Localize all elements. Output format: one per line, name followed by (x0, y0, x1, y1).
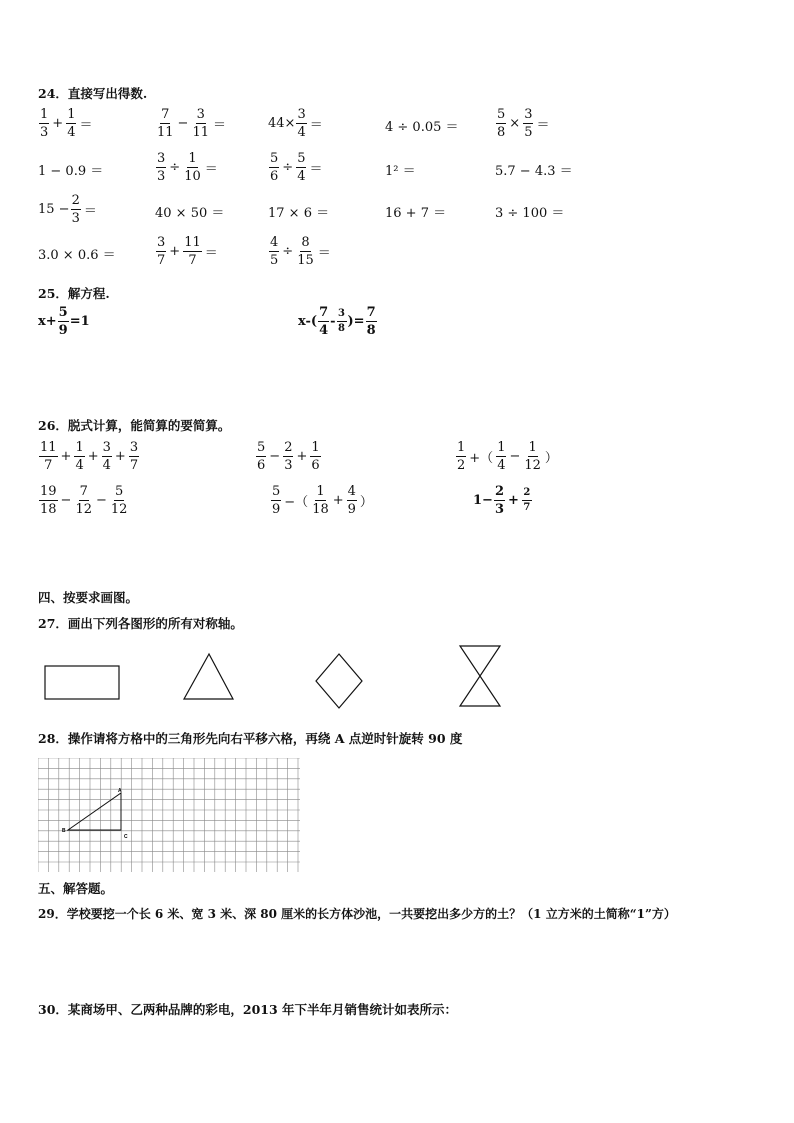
q24-item (495, 160, 573, 179)
denominator: 4 (297, 125, 306, 140)
expr-text: ＝ (536, 118, 550, 133)
denominator: 4 (319, 323, 329, 338)
expr-text: + (169, 244, 181, 259)
denominator: 11 (192, 125, 209, 140)
operator: + (87, 449, 99, 464)
denominator: 10 (184, 169, 201, 184)
q24-item (155, 202, 224, 221)
expr-text: ＝ (204, 246, 218, 261)
expr-text: 1² ＝ (385, 164, 416, 179)
denominator: 5 (270, 253, 279, 268)
hourglass-shape (460, 646, 500, 706)
denominator: 6 (270, 169, 279, 184)
denominator: 3 (40, 125, 49, 140)
eq-text: x-( (298, 314, 318, 329)
expr-text: ÷ (169, 160, 181, 175)
q26-expr-1 (38, 441, 140, 472)
numerator: 7 (366, 305, 376, 320)
numerator: 1 (40, 107, 49, 122)
expr-text: 5.7 − 4.3 ＝ (495, 164, 573, 179)
expr-text: 15 − (38, 202, 70, 217)
denominator: 12 (110, 502, 128, 517)
numerator: 5 (58, 305, 68, 320)
q26-expr-6 (473, 485, 533, 516)
denominator: 8 (497, 125, 506, 140)
section-4-title: 四、按要求画图。 (38, 590, 139, 605)
denominator: 12 (524, 458, 541, 473)
q24-item (155, 236, 220, 267)
q26-expr-5 (270, 485, 375, 516)
denominator: 7 (523, 502, 531, 513)
q24-item (38, 108, 94, 139)
q24-item (385, 116, 459, 135)
q24-item (155, 152, 220, 183)
numerator: 1 (528, 440, 537, 455)
denominator: 5 (524, 125, 533, 140)
numerator: 2 (284, 440, 293, 455)
expr-text: − (177, 116, 189, 131)
operator: − (60, 493, 72, 508)
denominator: 7 (157, 253, 166, 268)
denominator: 4 (297, 169, 306, 184)
numerator: 1 (311, 440, 320, 455)
denominator: 4 (67, 125, 76, 140)
numerator: 3 (196, 107, 205, 122)
operator: +（ (469, 451, 494, 466)
numerator: 8 (301, 235, 310, 250)
operator: + (296, 449, 308, 464)
q28-title: 28．操作请将方格中的三角形先向右平移六格，再绕 A 点逆时针旋转 90 度 (38, 731, 463, 746)
numerator: 3 (337, 309, 347, 322)
numerator: 19 (40, 484, 57, 499)
operator: + (60, 449, 72, 464)
numerator: 3 (157, 151, 166, 166)
denominator: 9 (347, 502, 356, 517)
q24-item (38, 194, 99, 225)
denominator: 4 (75, 458, 84, 473)
section-5-title: 五、解答题。 (38, 881, 114, 896)
numerator: 5 (257, 440, 266, 455)
denominator: 11 (157, 125, 174, 140)
denominator: 12 (75, 502, 92, 517)
q24-item (268, 152, 324, 183)
operator: − (269, 449, 281, 464)
denominator: 8 (366, 323, 376, 338)
q24-item (155, 108, 228, 139)
numerator: 1 (188, 151, 197, 166)
eq-text: =1 (69, 314, 90, 329)
expr-text: ＝ (213, 118, 227, 133)
denominator: 18 (40, 502, 57, 517)
expr-text: ÷ (282, 244, 294, 259)
expr-text: ＝ (317, 246, 331, 261)
operator: ） (544, 451, 558, 466)
numerator: 2 (522, 488, 532, 501)
q28-grid (38, 758, 300, 872)
eq-text: 1− (473, 493, 493, 508)
triangle-abc (68, 793, 121, 830)
expr-text: ＝ (309, 162, 323, 177)
expr-text: 1 − 0.9 ＝ (38, 164, 104, 179)
expr-text: 17 × 6 ＝ (268, 206, 330, 221)
point-b-label: B (62, 828, 66, 834)
q26-title: 26．脱式计算，能简算的要简算。 (38, 418, 231, 433)
expr-text: ＝ (83, 204, 97, 219)
denominator: 7 (188, 253, 197, 268)
q24-item (38, 160, 103, 179)
numerator: 3 (157, 235, 166, 250)
q24-item (385, 202, 446, 221)
denominator: 6 (311, 458, 320, 473)
eq-text: )= (347, 314, 365, 329)
numerator: 1 (75, 440, 84, 455)
q24-item (268, 236, 333, 267)
numerator: 3 (102, 440, 111, 455)
q27-shapes (0, 640, 794, 720)
q27-title: 27．画出下列各图形的所有对称轴。 (38, 616, 243, 631)
triangle-shape (184, 654, 233, 699)
operator: −（ (284, 495, 309, 510)
denominator: 3 (157, 169, 166, 184)
denominator: 7 (44, 458, 53, 473)
q25-equation-2 (298, 306, 378, 337)
expr-text: 44× (268, 116, 296, 131)
expr-text: + (52, 116, 64, 131)
numerator: 11 (40, 440, 57, 455)
denominator: 9 (58, 323, 68, 338)
numerator: 2 (494, 484, 504, 499)
denominator: 18 (312, 502, 329, 517)
expr-text: 4 ÷ 0.05 ＝ (385, 120, 459, 135)
denominator: 7 (129, 458, 139, 473)
expr-text: ÷ (282, 160, 294, 175)
expr-text: ＝ (79, 118, 93, 133)
expr-text: ＝ (204, 162, 218, 177)
point-c-label: C (124, 834, 128, 840)
denominator: 4 (102, 458, 111, 473)
numerator: 5 (497, 107, 506, 122)
operator: + (114, 449, 126, 464)
rectangle-shape (45, 666, 119, 699)
eq-text: - (330, 314, 336, 329)
expr-text: × (509, 116, 521, 131)
numerator: 1 (497, 440, 506, 455)
operator: + (508, 493, 519, 508)
q24-item (385, 160, 416, 179)
numerator: 3 (297, 107, 306, 122)
q26-expr-2 (255, 441, 322, 472)
expr-text: 3.0 × 0.6 ＝ (38, 248, 116, 263)
denominator: 9 (272, 502, 281, 517)
numerator: 7 (161, 107, 170, 122)
q25-title: 25．解方程. (38, 286, 110, 301)
q24-item (268, 202, 329, 221)
numerator: 5 (297, 151, 306, 166)
q24-item (268, 108, 325, 139)
numerator: 2 (71, 193, 80, 208)
q29-title: 29．学校要挖一个长 6 米、宽 3 米、深 80 厘米的长方体沙池，一共要挖出多少方的土？（1 立方米的土简称“1”方） (38, 907, 676, 921)
operator: ） (359, 495, 373, 510)
operator: − (509, 449, 521, 464)
numerator: 1 (316, 484, 325, 499)
q24-title: 24．直接写出得数. (38, 86, 148, 101)
expr-text: 40 × 50 ＝ (155, 206, 225, 221)
q26-expr-4 (38, 485, 129, 516)
q26-expr-3 (455, 441, 560, 472)
denominator: 6 (257, 458, 266, 473)
operator: + (332, 493, 344, 508)
numerator: 7 (319, 305, 329, 320)
numerator: 4 (347, 484, 356, 499)
q24-item (495, 108, 551, 139)
numerator: 3 (129, 440, 139, 455)
numerator: 5 (272, 484, 281, 499)
rhombus-shape (316, 654, 362, 708)
numerator: 1 (67, 107, 76, 122)
numerator: 5 (270, 151, 279, 166)
denominator: 15 (297, 253, 314, 268)
eq-text: x+ (38, 314, 57, 329)
numerator: 3 (524, 107, 533, 122)
denominator: 3 (494, 502, 504, 517)
denominator: 2 (457, 458, 466, 473)
denominator: 8 (338, 323, 346, 334)
numerator: 1 (457, 440, 466, 455)
numerator: 4 (270, 235, 279, 250)
q24-item (38, 244, 116, 263)
denominator: 4 (497, 458, 506, 473)
numerator: 5 (115, 484, 124, 499)
expr-text: 3 ÷ 100 ＝ (495, 206, 565, 221)
point-a-label: A (118, 788, 122, 794)
q24-item (495, 202, 564, 221)
q30-title: 30．某商场甲、乙两种品牌的彩电，2013 年下半年月销售统计如表所示： (38, 1002, 458, 1017)
expr-text: ＝ (309, 118, 323, 133)
operator: − (96, 493, 107, 508)
grid-lines (38, 758, 300, 872)
numerator: 11 (184, 235, 201, 250)
numerator: 7 (79, 484, 88, 499)
q25-equation-1 (38, 306, 90, 337)
denominator: 3 (71, 211, 80, 226)
denominator: 3 (284, 458, 293, 473)
expr-text: 16 + 7 ＝ (385, 206, 447, 221)
